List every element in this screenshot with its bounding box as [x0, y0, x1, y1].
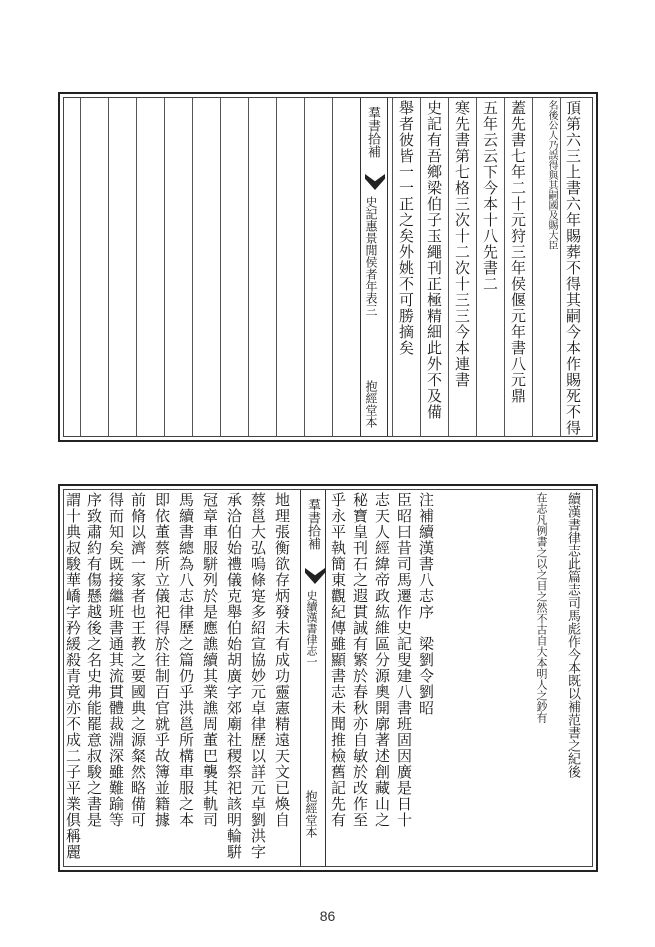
column-rule	[532, 98, 533, 436]
spine-subtitle: 史記惠景閒侯者年表三	[364, 196, 378, 316]
center-spine	[360, 98, 388, 436]
text-column: 蔡邕大弘嗚條寔多紹宣協妙元卓律歷以詳元卓劉洪字	[249, 492, 267, 860]
annotation-column: 在志凡例書之以之目之然不古自大本明人之鈔有	[535, 492, 548, 723]
text-column: 秘寶皇刊石之遐貫誠有繁於春秋亦自敏於改作至	[351, 492, 369, 828]
spine-publisher: 抱經堂本	[304, 790, 318, 838]
text-column: 即依董蔡所立儀祀得於往制百官就乎故簿並籍據	[153, 492, 171, 828]
column-rule	[192, 98, 193, 436]
column-rule	[332, 98, 333, 436]
center-spine	[300, 490, 326, 866]
text-column: 史記有吾鄉梁伯子玉繩刊正極精細此外不及備	[425, 100, 443, 420]
column-rule	[304, 98, 305, 436]
text-column: 承洽伯始禮儀克舉伯始胡廣字郊廟社稷祭祀該明輪騈	[225, 492, 243, 860]
text-column: 前脩以濟一家者也王教之要國典之源粲然略備可	[129, 492, 147, 828]
column-rule	[476, 98, 477, 436]
column-rule	[420, 98, 421, 436]
column-rule	[504, 98, 505, 436]
text-column: 乎永平執簡東觀紀傳雖顯書志未聞推檢舊記先有	[329, 492, 347, 828]
column-rule	[248, 98, 249, 436]
text-column: 注補續漢書八志序 梁劉令劉昭	[417, 492, 435, 716]
text-column: 得而知矣既接繼班書通其流貫體裁淵深雖難踰等	[107, 492, 125, 828]
page-number: 86	[319, 908, 336, 924]
text-column: 志天人經緯帝政紘維區分源奧開廓著述創藏山之	[373, 492, 391, 828]
column-rule	[560, 98, 561, 436]
column-rule	[276, 98, 277, 436]
text-column: 地理張衡欲存炳發未有成功靈憲精遠天文已煥自	[273, 492, 291, 828]
bottom-text-panel	[58, 484, 598, 872]
fish-tail-mark-icon	[305, 568, 325, 584]
spine-title: 羣書拾補	[365, 106, 380, 158]
text-column: 臣昭曰昔司馬遷作史記叟建八書班固因廣是日十	[395, 492, 413, 828]
text-column: 舉者彼皆一一正之矣外姚不可勝摘矣	[397, 100, 415, 356]
text-column: 頂第六三上書六年賜葬不得其嗣今本作賜死不得	[564, 100, 582, 436]
column-rule	[108, 98, 109, 436]
column-rule	[164, 98, 165, 436]
spine-subtitle: 史續漢書律志一	[305, 590, 318, 667]
column-rule	[136, 98, 137, 436]
text-column: 寒先書第七格三次十二次十三三今本連書	[453, 100, 471, 388]
text-column: 序致肅約有傷懸越後之名史弗能罷意叔駿之書是	[85, 492, 103, 828]
column-rule	[392, 98, 393, 436]
text-column: 馬續書總為八志律歷之篇仍乎洪邕所構車服之本	[177, 492, 195, 828]
fish-tail-mark-icon	[365, 174, 385, 190]
text-column: 謂十典叔駿華嶠字矜緩殺青竟亦不成二子平業俱稱麗	[64, 492, 82, 860]
column-rule	[80, 98, 81, 436]
top-text-panel	[58, 92, 598, 442]
annotation-column: 續漢書律志此篇志司馬彪作今本既以補范書之紀後	[565, 492, 580, 778]
text-column: 冠章車服駢列於是應譙續其業譙周董巴襲其軌司	[201, 492, 219, 828]
column-rule	[220, 98, 221, 436]
annotation-column: 名後公人乃誤得與其嗣國及賜大臣	[546, 100, 557, 250]
text-column: 五年云云下今本十八先書二	[481, 100, 499, 292]
text-column: 蓋先書七年二十元狩三年侯偃元年書八元鼎	[509, 100, 527, 404]
column-rule	[448, 98, 449, 436]
spine-title: 羣書拾補	[305, 498, 320, 550]
spine-publisher: 抱經堂本	[364, 380, 378, 428]
